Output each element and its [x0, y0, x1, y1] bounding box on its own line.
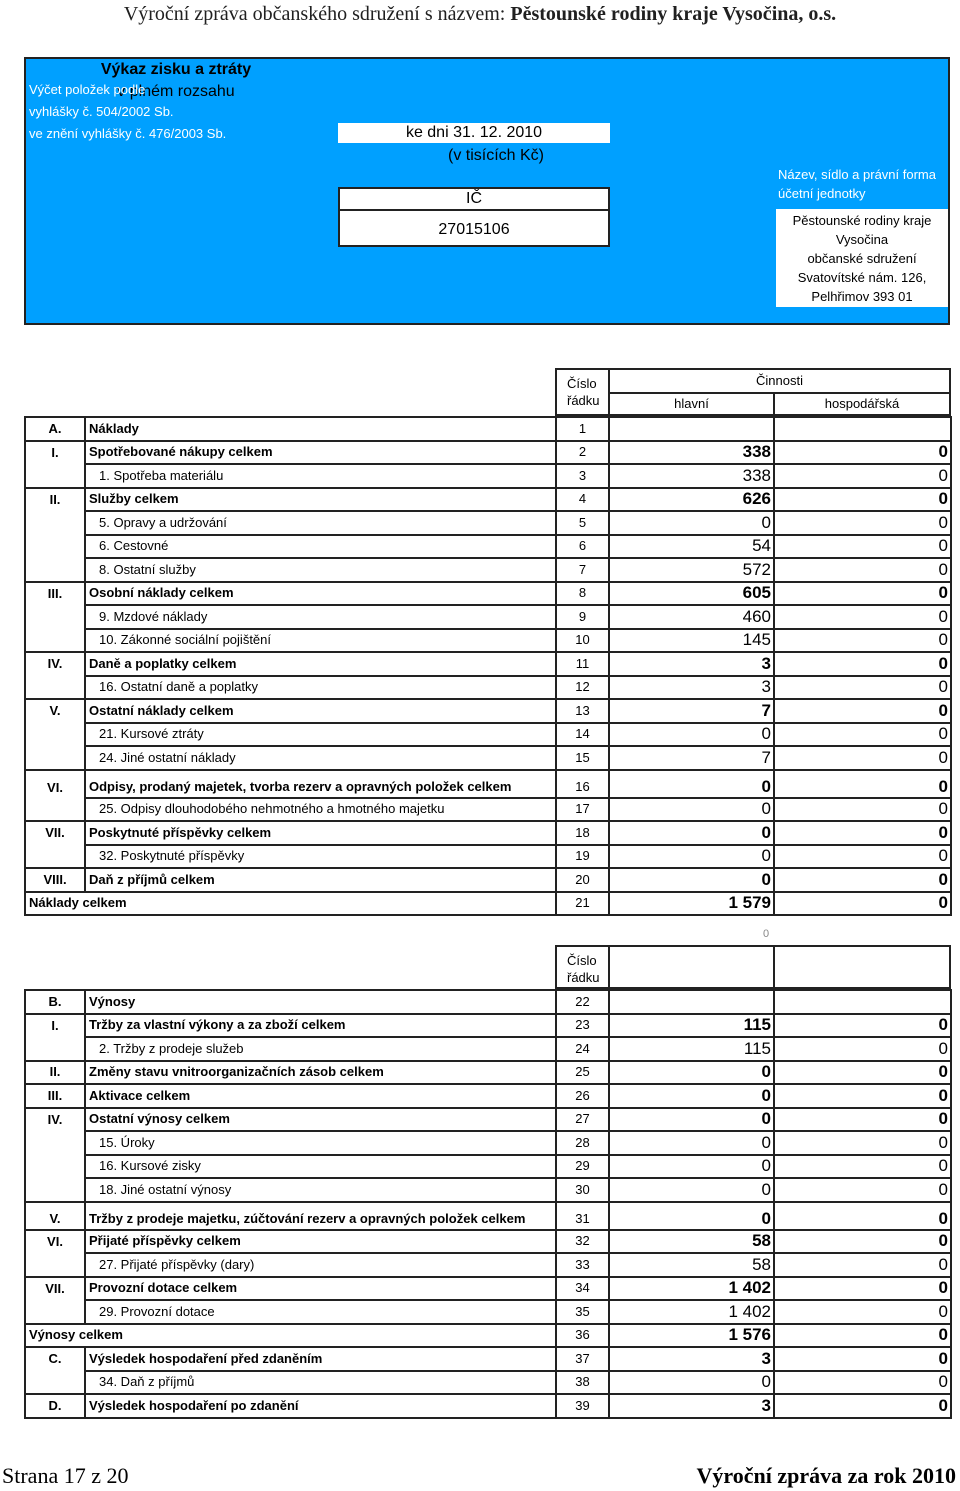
- entity-line: Pelhřimov 393 01: [811, 289, 913, 304]
- row-code: [25, 1037, 85, 1061]
- row-code: [25, 1178, 85, 1202]
- row-code: B.: [25, 990, 85, 1014]
- row-code: VI.: [25, 770, 85, 798]
- legal-line: Výčet položek podle: [29, 82, 146, 97]
- row-code: VIII.: [25, 868, 85, 892]
- row-label: 6. Cestovné: [85, 535, 556, 559]
- entity-line: Vysočina: [835, 232, 889, 247]
- row-number: 35: [556, 1300, 609, 1324]
- row-number: 16: [556, 770, 609, 798]
- table-row: [25, 652, 951, 676]
- row-number: 38: [556, 1371, 609, 1395]
- row-code: III.: [25, 582, 85, 606]
- table-row: [25, 990, 951, 1014]
- value-main: 145: [609, 629, 774, 653]
- row-code: [25, 845, 85, 869]
- table-row: [25, 845, 951, 869]
- value-main: 338: [609, 464, 774, 488]
- row-number: 36: [556, 1324, 609, 1348]
- value-economic: 0: [774, 892, 951, 916]
- row-code: [25, 535, 85, 559]
- value-economic: 0: [774, 464, 951, 488]
- row-label: 18. Jiné ostatní výnosy: [85, 1178, 556, 1202]
- value-main: 0: [609, 1084, 774, 1108]
- row-label: 32. Poskytnuté příspěvky: [85, 845, 556, 869]
- row-number: 29: [556, 1155, 609, 1179]
- table-row: [25, 1277, 951, 1301]
- table-row: [25, 1394, 951, 1418]
- value-economic: 0: [774, 1202, 951, 1230]
- row-number: 32: [556, 1230, 609, 1254]
- row-number-header-line: Číslo: [567, 376, 597, 391]
- report-date: ke dni 31. 12. 2010: [338, 123, 610, 143]
- row-label: 5. Opravy a udržování: [85, 511, 556, 535]
- row-number: 12: [556, 676, 609, 700]
- table-row: [25, 1061, 951, 1085]
- row-code: VI.: [25, 1230, 85, 1254]
- row-number: 7: [556, 558, 609, 582]
- row-number: 18: [556, 821, 609, 845]
- value-main: 7: [609, 746, 774, 770]
- row-number: 25: [556, 1061, 609, 1085]
- value-economic: 0: [774, 699, 951, 723]
- entity-line: Pěstounské rodiny kraje: [792, 213, 932, 228]
- table-row: [25, 1084, 951, 1108]
- value-economic: 0: [774, 1394, 951, 1418]
- table-row: [25, 558, 951, 582]
- entity-caption-line: účetní jednotky: [778, 186, 866, 201]
- value-economic: 0: [774, 652, 951, 676]
- value-main: 626: [609, 488, 774, 512]
- row-number: 39: [556, 1394, 609, 1418]
- row-label: Tržby z prodeje majetku, zúčtování rezerv a opravných položek celkem: [85, 1202, 556, 1230]
- value-economic: 0: [774, 1014, 951, 1038]
- value-economic: 0: [774, 1155, 951, 1179]
- table-row: [25, 723, 951, 747]
- ic-label: IČ: [340, 189, 608, 211]
- report-header-block: [24, 57, 950, 325]
- total-label: Výnosy celkem: [25, 1324, 556, 1348]
- value-economic: 0: [774, 1178, 951, 1202]
- row-number: 27: [556, 1108, 609, 1132]
- revenues-table-body: [25, 990, 951, 1418]
- value-main: [609, 990, 774, 1014]
- row-number: 21: [556, 892, 609, 916]
- row-label: Přijaté příspěvky celkem: [85, 1230, 556, 1254]
- value-main: 0: [609, 1155, 774, 1179]
- activities-header: Činnosti: [608, 368, 951, 394]
- row-label: Ostatní náklady celkem: [85, 699, 556, 723]
- value-main: 54: [609, 535, 774, 559]
- table-row: [25, 417, 951, 441]
- value-economic: 0: [774, 1084, 951, 1108]
- row-number: 22: [556, 990, 609, 1014]
- revenues-column-header: [555, 945, 951, 989]
- ic-value: 27015106: [438, 221, 510, 238]
- value-economic: 0: [774, 441, 951, 465]
- value-main: 0: [609, 798, 774, 822]
- row-code: [25, 1131, 85, 1155]
- value-main: 0: [609, 1178, 774, 1202]
- value-main: 1 579: [609, 892, 774, 916]
- economic-activity-header-blank: [773, 945, 951, 989]
- row-number: 28: [556, 1131, 609, 1155]
- row-number: 9: [556, 605, 609, 629]
- row-code: [25, 558, 85, 582]
- value-economic: 0: [774, 821, 951, 845]
- row-number: 30: [556, 1178, 609, 1202]
- row-label: Daň z příjmů celkem: [85, 868, 556, 892]
- value-main: 0: [609, 868, 774, 892]
- costs-table: [24, 416, 952, 916]
- row-label: 27. Přijaté příspěvky (dary): [85, 1253, 556, 1277]
- value-economic: 0: [774, 770, 951, 798]
- value-main: 572: [609, 558, 774, 582]
- value-economic: 0: [774, 582, 951, 606]
- row-label: 21. Kursové ztráty: [85, 723, 556, 747]
- value-economic: 0: [774, 511, 951, 535]
- row-label: Daně a poplatky celkem: [85, 652, 556, 676]
- value-economic: [774, 417, 951, 441]
- row-number: 34: [556, 1277, 609, 1301]
- value-main: 0: [609, 770, 774, 798]
- table-row: [25, 1131, 951, 1155]
- row-label: 34. Daň z příjmů: [85, 1371, 556, 1395]
- value-main: 7: [609, 699, 774, 723]
- value-economic: 0: [774, 1131, 951, 1155]
- row-number: 24: [556, 1037, 609, 1061]
- value-economic: 0: [774, 488, 951, 512]
- row-number-header: [555, 945, 610, 989]
- row-code: [25, 1253, 85, 1277]
- row-code: [25, 1371, 85, 1395]
- row-code: [25, 1155, 85, 1179]
- table-row: [25, 488, 951, 512]
- row-code: VII.: [25, 821, 85, 845]
- table-row: [25, 1037, 951, 1061]
- table-row: [25, 605, 951, 629]
- row-number: 13: [556, 699, 609, 723]
- row-number: 19: [556, 845, 609, 869]
- legal-basis: [29, 79, 226, 145]
- row-code: V.: [25, 1202, 85, 1230]
- legal-line: vyhlášky č. 504/2002 Sb.: [29, 104, 174, 119]
- row-code: C.: [25, 1347, 85, 1371]
- value-main: 0: [609, 845, 774, 869]
- table-row: [25, 629, 951, 653]
- header-org-name: Pěstounské rodiny kraje Vysočina, o.s.: [510, 3, 837, 25]
- value-main: 0: [609, 1371, 774, 1395]
- value-main: 0: [609, 821, 774, 845]
- report-units: (v tisících Kč): [447, 147, 544, 164]
- value-main: 605: [609, 582, 774, 606]
- table-row: [25, 676, 951, 700]
- row-code: III.: [25, 1084, 85, 1108]
- row-code: [25, 629, 85, 653]
- row-code: II.: [25, 488, 85, 512]
- value-economic: [774, 990, 951, 1014]
- row-label: 16. Ostatní daně a poplatky: [85, 676, 556, 700]
- table-row: [25, 1230, 951, 1254]
- value-main: [609, 417, 774, 441]
- table-row: [25, 746, 951, 770]
- row-number: 37: [556, 1347, 609, 1371]
- table-row: [25, 821, 951, 845]
- row-number: 4: [556, 488, 609, 512]
- row-label: Výsledek hospodaření po zdanění: [85, 1394, 556, 1418]
- value-main: 0: [609, 1108, 774, 1132]
- value-economic: 0: [774, 605, 951, 629]
- main-activity-header-blank: [608, 945, 775, 989]
- table-row: [25, 868, 951, 892]
- row-label: 10. Zákonné sociální pojištění: [85, 629, 556, 653]
- row-number: 5: [556, 511, 609, 535]
- row-label: 24. Jiné ostatní náklady: [85, 746, 556, 770]
- row-code: II.: [25, 1061, 85, 1085]
- value-main: 0: [609, 511, 774, 535]
- value-main: 115: [609, 1037, 774, 1061]
- row-code: IV.: [25, 1108, 85, 1132]
- row-label: 8. Ostatní služby: [85, 558, 556, 582]
- legal-line: ve znění vyhlášky č. 476/2003 Sb.: [29, 126, 227, 141]
- row-code: [25, 723, 85, 747]
- table-row: [25, 1347, 951, 1371]
- table-row: [25, 1300, 951, 1324]
- value-economic: 0: [774, 1061, 951, 1085]
- costs-table-body: [25, 417, 951, 915]
- row-number-header-line: Číslo: [567, 953, 597, 968]
- value-economic: 0: [774, 1037, 951, 1061]
- total-row: [25, 1324, 951, 1348]
- value-economic: 0: [774, 1300, 951, 1324]
- row-number: 10: [556, 629, 609, 653]
- table-row: [25, 798, 951, 822]
- table-row: [25, 1108, 951, 1132]
- document-header: [0, 0, 960, 30]
- row-code: [25, 605, 85, 629]
- row-number: 31: [556, 1202, 609, 1230]
- row-number: 3: [556, 464, 609, 488]
- row-label: Odpisy, prodaný majetek, tvorba rezerv a opravných položek celkem: [85, 770, 556, 798]
- table-row: [25, 535, 951, 559]
- row-label: Tržby za vlastní výkony a za zboží celkem: [85, 1014, 556, 1038]
- value-economic: 0: [774, 723, 951, 747]
- value-economic: 0: [774, 558, 951, 582]
- value-main: 58: [609, 1253, 774, 1277]
- row-label: Náklady: [85, 417, 556, 441]
- value-main: 58: [609, 1230, 774, 1254]
- row-label: 16. Kursové zisky: [85, 1155, 556, 1179]
- value-main: 0: [609, 723, 774, 747]
- page-number: Strana 17 z 20: [2, 1463, 129, 1488]
- value-main: 0: [609, 1131, 774, 1155]
- row-code: [25, 676, 85, 700]
- value-economic: 0: [774, 676, 951, 700]
- entity-line: občanské sdružení: [807, 251, 917, 266]
- row-number: 15: [556, 746, 609, 770]
- entity-line: Svatovítské nám. 126,: [797, 270, 927, 285]
- row-code: [25, 464, 85, 488]
- table-row: [25, 699, 951, 723]
- row-label: 29. Provozní dotace: [85, 1300, 556, 1324]
- row-number: 33: [556, 1253, 609, 1277]
- header-prefix: Výroční zpráva občanského sdružení s názvem:: [123, 3, 511, 25]
- value-economic: 0: [774, 868, 951, 892]
- table-row: [25, 582, 951, 606]
- row-code: [25, 1300, 85, 1324]
- row-number: 14: [556, 723, 609, 747]
- row-number: 1: [556, 417, 609, 441]
- value-main: 1 402: [609, 1300, 774, 1324]
- value-main: 3: [609, 652, 774, 676]
- value-economic: 0: [774, 1371, 951, 1395]
- footer-title: Výroční zpráva za rok 2010: [696, 1463, 956, 1488]
- row-number: 8: [556, 582, 609, 606]
- value-main: 1 402: [609, 1277, 774, 1301]
- total-row: [25, 892, 951, 916]
- value-economic: 0: [774, 629, 951, 653]
- stray-mark: 0: [763, 928, 770, 940]
- row-label: Spotřebované nákupy celkem: [85, 441, 556, 465]
- row-label: Výnosy: [85, 990, 556, 1014]
- table-row: [25, 511, 951, 535]
- row-label: Osobní náklady celkem: [85, 582, 556, 606]
- value-economic: 0: [774, 845, 951, 869]
- row-code: D.: [25, 1394, 85, 1418]
- value-economic: 0: [774, 1230, 951, 1254]
- value-main: 338: [609, 441, 774, 465]
- row-code: VII.: [25, 1277, 85, 1301]
- costs-column-header: [555, 368, 951, 416]
- row-label: Změny stavu vnitroorganizačních zásob celkem: [85, 1061, 556, 1085]
- value-main: 0: [609, 1061, 774, 1085]
- table-row: [25, 770, 951, 798]
- value-main: 1 576: [609, 1324, 774, 1348]
- value-economic: 0: [774, 746, 951, 770]
- row-label: 25. Odpisy dlouhodobého nehmotného a hmotného majetku: [85, 798, 556, 822]
- row-number: 26: [556, 1084, 609, 1108]
- row-number: 20: [556, 868, 609, 892]
- row-code: A.: [25, 417, 85, 441]
- value-main: 0: [609, 1202, 774, 1230]
- row-label: Provozní dotace celkem: [85, 1277, 556, 1301]
- table-row: [25, 1014, 951, 1038]
- row-label: 1. Spotřeba materiálu: [85, 464, 556, 488]
- row-label: 15. Úroky: [85, 1131, 556, 1155]
- row-label: Poskytnuté příspěvky celkem: [85, 821, 556, 845]
- row-number: 23: [556, 1014, 609, 1038]
- table-row: [25, 1253, 951, 1277]
- row-label: Aktivace celkem: [85, 1084, 556, 1108]
- economic-activity-header: hospodářská: [773, 392, 951, 416]
- table-row: [25, 1371, 951, 1395]
- entity-caption-line: Název, sídlo a právní forma: [778, 167, 936, 182]
- report-title-main: Výkaz zisku a ztráty: [100, 61, 252, 78]
- ic-box: [338, 187, 610, 247]
- row-code: V.: [25, 699, 85, 723]
- value-main: 115: [609, 1014, 774, 1038]
- row-code: [25, 511, 85, 535]
- row-label: Ostatní výnosy celkem: [85, 1108, 556, 1132]
- value-main: 460: [609, 605, 774, 629]
- value-economic: 0: [774, 1108, 951, 1132]
- value-economic: 0: [774, 798, 951, 822]
- value-main: 3: [609, 1394, 774, 1418]
- report-subtitle: v plném rozsahu: [117, 83, 235, 100]
- row-label: Výsledek hospodaření před zdaněním: [85, 1347, 556, 1371]
- row-label: 2. Tržby z prodeje služeb: [85, 1037, 556, 1061]
- value-economic: 0: [774, 1277, 951, 1301]
- value-economic: 0: [774, 1324, 951, 1348]
- row-number: 2: [556, 441, 609, 465]
- row-code: [25, 798, 85, 822]
- value-economic: 0: [774, 535, 951, 559]
- row-number: 17: [556, 798, 609, 822]
- table-row: [25, 1155, 951, 1179]
- value-main: 3: [609, 676, 774, 700]
- row-code: [25, 746, 85, 770]
- row-label: 9. Mzdové náklady: [85, 605, 556, 629]
- value-economic: 0: [774, 1253, 951, 1277]
- row-code: I.: [25, 1014, 85, 1038]
- value-economic: 0: [774, 1347, 951, 1371]
- table-row: [25, 464, 951, 488]
- table-row: [25, 1202, 951, 1230]
- value-main: 3: [609, 1347, 774, 1371]
- table-row: [25, 441, 951, 465]
- row-number-header-line: řádku: [567, 393, 600, 408]
- main-activity-header: hlavní: [608, 392, 775, 416]
- entity-box: [776, 209, 948, 307]
- row-number-header: [555, 368, 610, 416]
- row-number: 11: [556, 652, 609, 676]
- row-code: IV.: [25, 652, 85, 676]
- revenues-table: [24, 989, 952, 1419]
- row-code: I.: [25, 441, 85, 465]
- entity-caption: [778, 165, 936, 203]
- row-number: 6: [556, 535, 609, 559]
- row-number-header-line: řádku: [567, 970, 600, 985]
- table-row: [25, 1178, 951, 1202]
- total-label: Náklady celkem: [25, 892, 556, 916]
- row-label: Služby celkem: [85, 488, 556, 512]
